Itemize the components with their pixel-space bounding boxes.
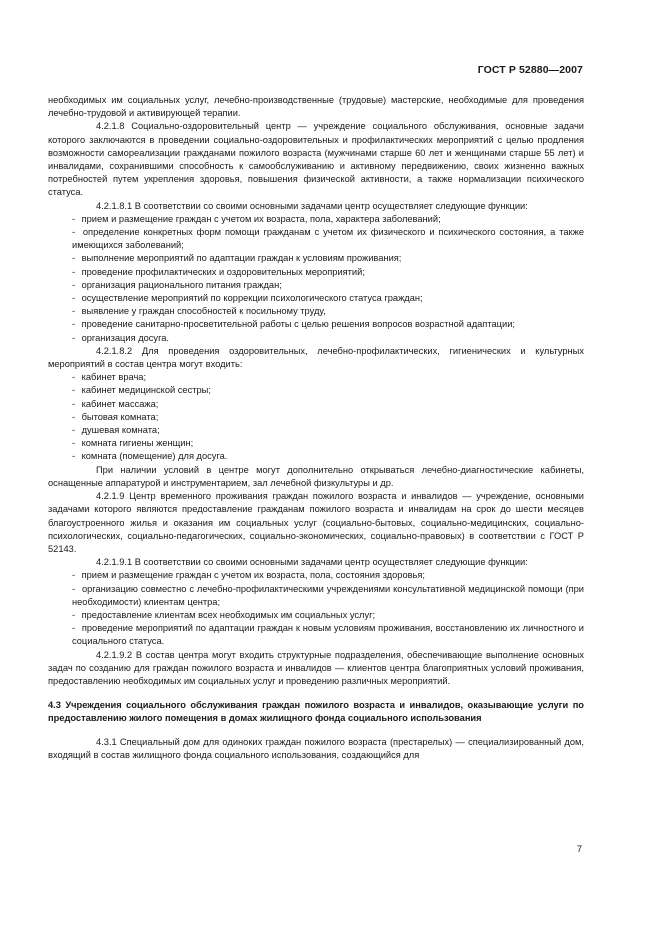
dash-marker: - <box>72 451 76 462</box>
dash-marker: - <box>72 385 76 396</box>
list-item: - предоставление клиентам всех необходимых им социальных услуг; <box>72 609 584 622</box>
list-item: - осуществление мероприятий по коррекции психологического статуса граждан; <box>72 292 584 305</box>
dash-marker: - <box>72 425 76 436</box>
list-item: - комната (помещение) для досуга. <box>72 450 584 463</box>
room-list <box>48 371 584 463</box>
dash-marker: - <box>72 306 76 317</box>
paragraph: 4.2.1.9.1 В соответствии со своими основными задачами центр осуществляет следующие функции: <box>96 557 528 568</box>
paragraph: 4.2.1.9 Центр временного проживания граждан пожилого возраста и инвалидов — учреждение, основными задачами которого являются предоставление гражданам пожилого возраста и инвалидам на срок до шести месяцев благоустроенного жилья и оказания им социальных услуг (социально-бытовых, социально-медицинских, социально-психологических, социально-педагогических, социально-экономических, социально-правовых) в соответствии с ГОСТ Р 52143. <box>48 491 584 554</box>
dash-marker: - <box>72 609 76 620</box>
dash-marker: - <box>72 213 76 224</box>
dash-marker: - <box>72 319 76 330</box>
dash-marker: - <box>72 279 76 290</box>
list-item: - душевая комната; <box>72 424 584 437</box>
list-item: - организацию совместно с лечебно-профилактическими учреждениями консультативной медицинской помощи (при необходимости) клиентам центра; <box>72 583 584 607</box>
list-item: - бытовая комната; <box>72 411 584 424</box>
paragraph: 4.2.1.8.1 В соответствии со своими основными задачами центр осуществляет следующие функции: <box>96 200 528 211</box>
page-number: 7 <box>576 844 582 854</box>
list-item: - кабинет массажа; <box>72 398 584 411</box>
dash-marker: - <box>72 438 76 449</box>
dash-marker: - <box>72 570 76 581</box>
list-item: - организация рационального питания граждан; <box>72 279 584 292</box>
list-item: - прием и размещение граждан с учетом их возраста, пола, состояния здоровья; <box>72 569 584 582</box>
dash-marker: - <box>72 253 76 264</box>
dash-marker: - <box>72 411 76 422</box>
list-item: - проведение мероприятий по адаптации граждан к новым условиям проживания, восстановлению их личностного и социального статуса. <box>72 623 584 647</box>
dash-marker: - <box>72 372 76 383</box>
list-item: - выявление у граждан способностей к посильному труду, <box>72 305 584 318</box>
dash-marker: - <box>72 398 76 409</box>
list-item: - кабинет медицинской сестры; <box>72 384 584 397</box>
paragraph: При наличии условий в центре могут дополнительно открываться лечебно-диагностические кабинеты, оснащенные аппаратурой и инструментарием, зал лечебной физкультуры и др. <box>48 464 584 488</box>
document-body <box>48 94 584 762</box>
list-item: - прием и размещение граждан с учетом их возраста, пола, характера заболеваний; <box>72 213 584 226</box>
paragraph: 4.2.1.8 Социально-оздоровительный центр — учреждение социального обслуживания, основные задачи которого заключаются в проведении социально-оздоровительных и профилактических мероприятий с целью продления возможности самореализации гражданами пожилого возраста (мужчинами старше 60 лет и женщинами старше 55 лет) и инвалидами, сохранившими способность к самообслуживанию и активному передвижению, своих жизненно важных потребностей путем укрепления здоровья, повышения физической активности, а также нормализации психического статуса. <box>48 121 584 198</box>
list-item: - организация досуга. <box>72 332 584 345</box>
dash-marker: - <box>72 227 76 238</box>
list-item: - кабинет врача; <box>72 371 584 384</box>
paragraph: 4.2.1.9.2 В состав центра могут входить структурные подразделения, обеспечивающие выполнение основных задач по созданию для граждан пожилого возраста и инвалидов — клиентов центра благоприятных условий проживания, предоставлению необходимых им социальных услуг и проведению различных мероприятий. <box>48 649 584 686</box>
list-item: - определение конкретных форм помощи гражданам с учетом их физического и психического состояния, а также имеющихся заболеваний; <box>72 227 584 251</box>
function-list <box>48 213 584 345</box>
paragraph: 4.2.1.8.2 Для проведения оздоровительных, лечебно-профилактических, гигиенических и культурных мероприятий в состав центра могут входить: <box>48 345 584 370</box>
paragraph: 4.3.1 Специальный дом для одиноких граждан пожилого возраста (престарелых) — специализированный дом, входящий в состав жилищного фонда социального использования, создающийся для <box>48 736 584 760</box>
document-id: ГОСТ Р 52880—2007 <box>477 64 583 76</box>
list-item: - комната гигиены женщин; <box>72 437 584 450</box>
list-item: - проведение профилактических и оздоровительных мероприятий; <box>72 266 584 279</box>
dash-marker: - <box>72 266 76 277</box>
function-list <box>48 569 584 648</box>
dash-marker: - <box>72 332 76 343</box>
section-heading: 4.3 Учреждения социального обслуживания граждан пожилого возраста и инвалидов, оказывающие услуги по предоставлению жилого помещения в домах жилищного фонда социального использования <box>48 700 584 724</box>
dash-marker: - <box>72 623 76 634</box>
paragraph: необходимых им социальных услуг, лечебно-производственные (трудовые) мастерские, необходимые для проведения лечебно-трудовой и активирующей терапии. <box>48 95 584 119</box>
dash-marker: - <box>72 583 76 594</box>
list-item: - выполнение мероприятий по адаптации граждан к условиям проживания; <box>72 252 584 265</box>
list-item: - проведение санитарно-просветительной работы с целью решения вопросов возрастной адаптации; <box>72 318 584 331</box>
dash-marker: - <box>72 293 76 304</box>
